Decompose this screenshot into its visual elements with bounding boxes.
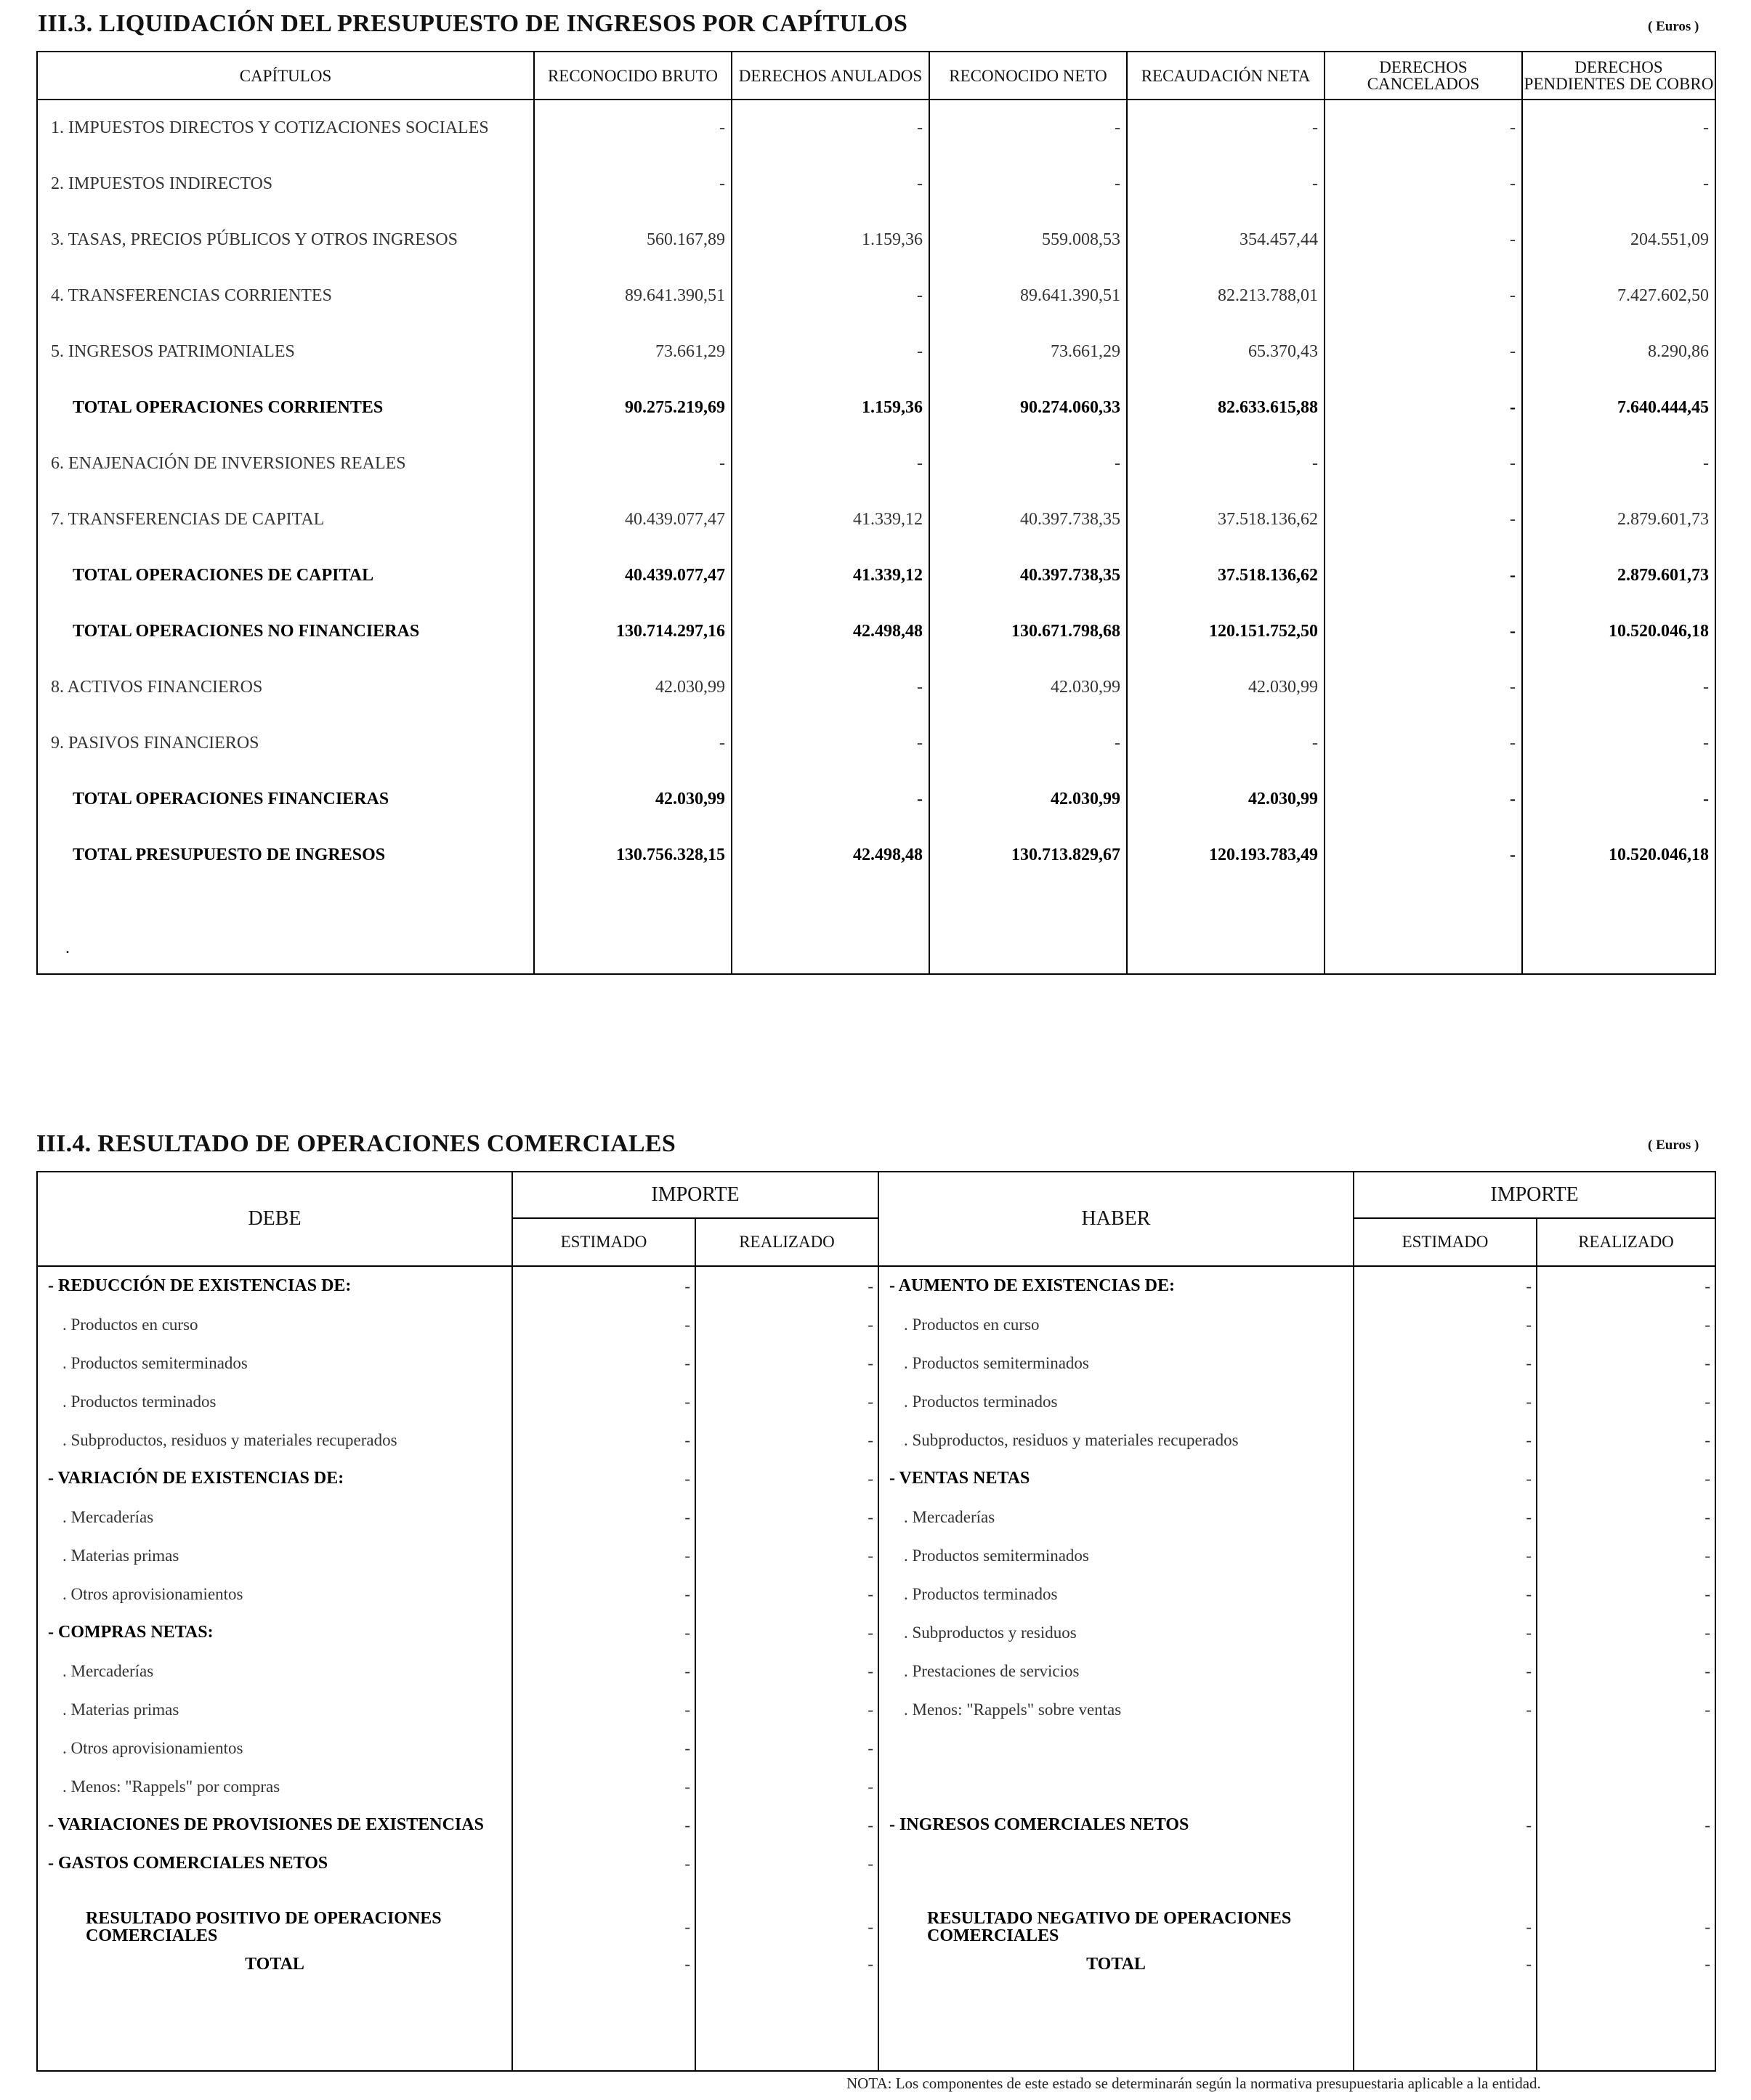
cell-value: - [1325, 492, 1522, 548]
cell-value: - [1325, 268, 1522, 324]
cell-value: - [1127, 715, 1325, 771]
cell-value: - [732, 100, 929, 156]
cell-value: 42.498,48 [732, 604, 929, 660]
debe-label: - REDUCCIÓN DE EXISTENCIAS DE: [37, 1266, 512, 1305]
cell-value: - [1537, 1305, 1715, 1344]
cell-value: 130.713.829,67 [929, 827, 1127, 883]
cell-value: - [1325, 212, 1522, 268]
total-label-left: TOTAL [37, 1950, 512, 1979]
spacer-cell [878, 1883, 1354, 1905]
cell-value: - [695, 1613, 878, 1652]
cell-value: - [929, 100, 1127, 156]
cell-value: - [732, 660, 929, 715]
cell-value: - [695, 1729, 878, 1767]
cell-value: - [1127, 436, 1325, 492]
cell-value: 42.030,99 [1127, 771, 1325, 827]
cell-value: - [534, 156, 732, 212]
cell-value: - [1522, 660, 1715, 715]
cell-value: 354.457,44 [1127, 212, 1325, 268]
row-label: TOTAL OPERACIONES CORRIENTES [37, 380, 534, 436]
row-label: 7. TRANSFERENCIAS DE CAPITAL [37, 492, 534, 548]
cell-value: - [732, 156, 929, 212]
cell-value: - [1537, 1905, 1715, 1950]
table-row [37, 1806, 1715, 1844]
cell-value: - [1354, 1266, 1537, 1305]
filler-cell [732, 883, 929, 974]
section1-units: ( Euros ) [1648, 19, 1699, 34]
table-row [37, 212, 1715, 268]
cell-value: - [1325, 436, 1522, 492]
empty-cell [1354, 1767, 1537, 1806]
cell-value: - [1325, 324, 1522, 380]
cell-value: - [1127, 156, 1325, 212]
cell-value: - [1522, 100, 1715, 156]
cell-value: - [695, 1382, 878, 1421]
cell-value: - [1537, 1652, 1715, 1690]
filler-cell [1325, 883, 1522, 974]
cell-value: - [1325, 660, 1522, 715]
cell-value: 40.397.738,35 [929, 548, 1127, 604]
cell-value: - [695, 1950, 878, 1979]
table-row [37, 1459, 1715, 1498]
table-row [37, 771, 1715, 827]
haber-label: . Productos semiterminados [878, 1344, 1354, 1382]
cell-value: - [512, 1344, 695, 1382]
cell-value: - [1537, 1575, 1715, 1613]
total-label-right: TOTAL [878, 1950, 1354, 1979]
col-recaudacion-neta: RECAUDACIÓN NETA [1127, 52, 1325, 100]
section1-title: III.3. LIQUIDACIÓN DEL PRESUPUESTO DE INGRESOS POR CAPÍTULOS [38, 10, 908, 37]
result-positive-label: RESULTADO POSITIVO DE OPERACIONES COMERCIALES [37, 1905, 512, 1950]
debe-label: . Productos semiterminados [37, 1344, 512, 1382]
cell-value: 7.427.602,50 [1522, 268, 1715, 324]
cell-value: - [1325, 100, 1522, 156]
debe-header: DEBE [37, 1172, 512, 1266]
row-label: 8. ACTIVOS FINANCIEROS [37, 660, 534, 715]
cell-value: - [695, 1767, 878, 1806]
haber-label: - AUMENTO DE EXISTENCIAS DE: [878, 1266, 1354, 1305]
cell-value: 10.520.046,18 [1522, 827, 1715, 883]
cell-value: - [1354, 1652, 1537, 1690]
row-label: TOTAL OPERACIONES DE CAPITAL [37, 548, 534, 604]
cell-value: 41.339,12 [732, 492, 929, 548]
cell-value: - [512, 1305, 695, 1344]
debe-label: . Materias primas [37, 1536, 512, 1575]
cell-value: - [1354, 1536, 1537, 1575]
spacer-cell [1354, 1883, 1537, 1905]
filler-cell [1522, 883, 1715, 974]
debe-label: . Otros aprovisionamientos [37, 1575, 512, 1613]
cell-value: - [512, 1767, 695, 1806]
cell-value: - [1354, 1421, 1537, 1459]
row-label: TOTAL OPERACIONES FINANCIERAS [37, 771, 534, 827]
cell-value: - [512, 1575, 695, 1613]
cell-value: 89.641.390,51 [929, 268, 1127, 324]
cell-value: - [512, 1498, 695, 1536]
filler-cell [695, 1979, 878, 2071]
haber-label: . Prestaciones de servicios [878, 1652, 1354, 1690]
section2-title: III.4. RESULTADO DE OPERACIONES COMERCIALES [36, 1130, 676, 1157]
cell-value: - [1537, 1613, 1715, 1652]
cell-value: - [1537, 1806, 1715, 1844]
cell-value: - [929, 715, 1127, 771]
cell-value: - [512, 1729, 695, 1767]
table-row [37, 268, 1715, 324]
row-label: 5. INGRESOS PATRIMONIALES [37, 324, 534, 380]
haber-label: . Menos: "Rappels" sobre ventas [878, 1690, 1354, 1729]
table-row [37, 604, 1715, 660]
realizado-header-left: REALIZADO [695, 1218, 878, 1266]
cell-value: - [1325, 771, 1522, 827]
debe-label: . Mercaderías [37, 1498, 512, 1536]
cell-value: - [1354, 1690, 1537, 1729]
filler-cell [1537, 1979, 1715, 2071]
cell-value: 1.159,36 [732, 212, 929, 268]
haber-label [878, 1767, 1354, 1806]
cell-value: - [1537, 1498, 1715, 1536]
cell-value: 40.397.738,35 [929, 492, 1127, 548]
cell-value: - [1354, 1613, 1537, 1652]
debe-label: - GASTOS COMERCIALES NETOS [37, 1844, 512, 1883]
haber-label: . Mercaderías [878, 1498, 1354, 1536]
haber-label: . Productos terminados [878, 1382, 1354, 1421]
cell-value: 130.671.798,68 [929, 604, 1127, 660]
table-row [37, 100, 1715, 156]
total-row [37, 1950, 1715, 1979]
cell-value: - [732, 715, 929, 771]
result-negative-label: RESULTADO NEGATIVO DE OPERACIONES COMERCIALES [878, 1905, 1354, 1950]
table-row [37, 1575, 1715, 1613]
table-row [37, 1305, 1715, 1344]
haber-label [878, 1729, 1354, 1767]
filler-cell [37, 883, 534, 974]
cell-value: 2.879.601,73 [1522, 492, 1715, 548]
cell-value: - [732, 324, 929, 380]
section2-units: ( Euros ) [1648, 1138, 1699, 1153]
filler-cell [534, 883, 732, 974]
cell-value: 42.030,99 [534, 660, 732, 715]
haber-label: . Productos terminados [878, 1575, 1354, 1613]
table-row [37, 324, 1715, 380]
haber-label [878, 1844, 1354, 1883]
cell-value: 82.213.788,01 [1127, 268, 1325, 324]
commercial-operations-table [36, 1171, 1716, 2072]
cell-value: 90.274.060,33 [929, 380, 1127, 436]
table-row [37, 1652, 1715, 1690]
cell-value: - [695, 1344, 878, 1382]
col-capitulos: CAPÍTULOS [37, 52, 534, 100]
debe-label: . Mercaderías [37, 1652, 512, 1690]
cell-value: - [732, 771, 929, 827]
cell-value: - [512, 1905, 695, 1950]
col-reconocido-neto: RECONOCIDO NETO [929, 52, 1127, 100]
cell-value: - [1522, 436, 1715, 492]
empty-cell [1354, 1729, 1537, 1767]
cell-value: - [512, 1266, 695, 1305]
row-label: 4. TRANSFERENCIAS CORRIENTES [37, 268, 534, 324]
empty-cell [1537, 1844, 1715, 1883]
realizado-header-right: REALIZADO [1537, 1218, 1715, 1266]
cell-value: 40.439.077,47 [534, 492, 732, 548]
haber-label: . Productos en curso [878, 1305, 1354, 1344]
cell-value: 560.167,89 [534, 212, 732, 268]
table-row [37, 156, 1715, 212]
table-row [37, 1498, 1715, 1536]
cell-value: 42.030,99 [929, 660, 1127, 715]
table-header-row [37, 52, 1715, 100]
debe-label: . Productos terminados [37, 1382, 512, 1421]
table-row [37, 1844, 1715, 1883]
debe-label: - VARIACIONES DE PROVISIONES DE EXISTENCIAS [37, 1806, 512, 1844]
cell-value: 37.518.136,62 [1127, 548, 1325, 604]
estimado-header-right: ESTIMADO [1354, 1218, 1537, 1266]
footnote: NOTA: Los componentes de este estado se determinarán según la normativa presupuestaria aplicable a la entidad. [846, 2075, 1541, 2092]
cell-value: 42.498,48 [732, 827, 929, 883]
empty-cell [1537, 1729, 1715, 1767]
row-label: 2. IMPUESTOS INDIRECTOS [37, 156, 534, 212]
filler-cell [878, 1979, 1354, 2071]
debe-label: . Subproductos, residuos y materiales recuperados [37, 1421, 512, 1459]
col-derechos-pendientes: DERECHOS PENDIENTES DE COBRO [1522, 52, 1715, 100]
table-row [37, 1344, 1715, 1382]
table-row [37, 1690, 1715, 1729]
row-label: 3. TASAS, PRECIOS PÚBLICOS Y OTROS INGRESOS [37, 212, 534, 268]
cell-value: - [512, 1652, 695, 1690]
cell-value: - [1325, 548, 1522, 604]
cell-value: - [695, 1905, 878, 1950]
filler-cell [1127, 883, 1325, 974]
table-row [37, 1266, 1715, 1305]
cell-value: - [695, 1536, 878, 1575]
cell-value: - [732, 436, 929, 492]
cell-value: - [1354, 1950, 1537, 1979]
cell-value: - [512, 1382, 695, 1421]
cell-value: 73.661,29 [929, 324, 1127, 380]
cell-value: - [1325, 380, 1522, 436]
debe-label: - COMPRAS NETAS: [37, 1613, 512, 1652]
cell-value: - [512, 1806, 695, 1844]
debe-label: . Otros aprovisionamientos [37, 1729, 512, 1767]
table-row [37, 436, 1715, 492]
cell-value: - [1354, 1498, 1537, 1536]
cell-value: 65.370,43 [1127, 324, 1325, 380]
haber-header: HABER [878, 1172, 1354, 1266]
table-row [37, 660, 1715, 715]
cell-value: - [1354, 1459, 1537, 1498]
col-reconocido-bruto: RECONOCIDO BRUTO [534, 52, 732, 100]
filler-cell [1354, 1979, 1537, 2071]
table-row [37, 548, 1715, 604]
cell-value: 204.551,09 [1522, 212, 1715, 268]
col-derechos-anulados: DERECHOS ANULADOS [732, 52, 929, 100]
cell-value: 42.030,99 [929, 771, 1127, 827]
cell-value: 120.151.752,50 [1127, 604, 1325, 660]
cell-value: 2.879.601,73 [1522, 548, 1715, 604]
filler-cell [512, 1979, 695, 2071]
cell-value: - [695, 1844, 878, 1883]
cell-value: - [1537, 1459, 1715, 1498]
cell-value: 1.159,36 [732, 380, 929, 436]
cell-value: - [695, 1575, 878, 1613]
cell-value: - [1522, 715, 1715, 771]
table-row [37, 1536, 1715, 1575]
cell-value: - [695, 1266, 878, 1305]
row-label: 6. ENAJENACIÓN DE INVERSIONES REALES [37, 436, 534, 492]
table-row [37, 1729, 1715, 1767]
filler-cell [929, 883, 1127, 974]
spacer-cell [1537, 1883, 1715, 1905]
cell-value: 42.030,99 [534, 771, 732, 827]
cell-value: 42.030,99 [1127, 660, 1325, 715]
income-budget-table [36, 51, 1716, 975]
cell-value: 10.520.046,18 [1522, 604, 1715, 660]
cell-value: - [1537, 1690, 1715, 1729]
cell-value: - [512, 1459, 695, 1498]
table-row [37, 492, 1715, 548]
table-row [37, 1382, 1715, 1421]
haber-label: . Subproductos, residuos y materiales recuperados [878, 1421, 1354, 1459]
cell-value: - [1537, 1266, 1715, 1305]
table-row [37, 380, 1715, 436]
haber-label: - VENTAS NETAS [878, 1459, 1354, 1498]
cell-value: - [512, 1536, 695, 1575]
cell-value: - [534, 436, 732, 492]
spacer-cell [512, 1883, 695, 1905]
table-row [37, 715, 1715, 771]
cell-value: - [929, 436, 1127, 492]
cell-value: - [512, 1421, 695, 1459]
cell-value: - [929, 156, 1127, 212]
cell-value: - [1325, 604, 1522, 660]
row-label: TOTAL OPERACIONES NO FINANCIERAS [37, 604, 534, 660]
haber-label: . Subproductos y residuos [878, 1613, 1354, 1652]
cell-value: - [695, 1421, 878, 1459]
cell-value: - [695, 1806, 878, 1844]
cell-value: - [534, 715, 732, 771]
cell-value: - [695, 1652, 878, 1690]
debe-label: . Productos en curso [37, 1305, 512, 1344]
cell-value: 7.640.444,45 [1522, 380, 1715, 436]
cell-value: - [695, 1498, 878, 1536]
cell-value: 37.518.136,62 [1127, 492, 1325, 548]
cell-value: - [1325, 156, 1522, 212]
cell-value: 73.661,29 [534, 324, 732, 380]
cell-value: - [1127, 100, 1325, 156]
haber-label: - INGRESOS COMERCIALES NETOS [878, 1806, 1354, 1844]
cell-value: - [512, 1844, 695, 1883]
cell-value: 130.714.297,16 [534, 604, 732, 660]
cell-value: - [1537, 1421, 1715, 1459]
cell-value: 89.641.390,51 [534, 268, 732, 324]
stray-dot: . [65, 938, 70, 957]
cell-value: - [1537, 1382, 1715, 1421]
debe-label: . Materias primas [37, 1690, 512, 1729]
col-derechos-cancelados: DERECHOS CANCELADOS [1325, 52, 1522, 100]
cell-value: 82.633.615,88 [1127, 380, 1325, 436]
table-row [37, 1613, 1715, 1652]
cell-value: 41.339,12 [732, 548, 929, 604]
cell-value: - [732, 268, 929, 324]
cell-value: 130.756.328,15 [534, 827, 732, 883]
debe-label: . Menos: "Rappels" por compras [37, 1767, 512, 1806]
estimado-header-left: ESTIMADO [512, 1218, 695, 1266]
cell-value: - [512, 1613, 695, 1652]
cell-value: 559.008,53 [929, 212, 1127, 268]
cell-value: - [1354, 1344, 1537, 1382]
cell-value: - [1354, 1382, 1537, 1421]
cell-value: - [1537, 1950, 1715, 1979]
row-label: TOTAL PRESUPUESTO DE INGRESOS [37, 827, 534, 883]
cell-value: - [1522, 771, 1715, 827]
row-label: 9. PASIVOS FINANCIEROS [37, 715, 534, 771]
cell-value: - [695, 1305, 878, 1344]
empty-cell [1354, 1844, 1537, 1883]
cell-value: - [695, 1690, 878, 1729]
cell-value: - [695, 1459, 878, 1498]
cell-value: 120.193.783,49 [1127, 827, 1325, 883]
table-row [37, 827, 1715, 883]
table-row [37, 1767, 1715, 1806]
cell-value: - [1522, 156, 1715, 212]
debe-label: - VARIACIÓN DE EXISTENCIAS DE: [37, 1459, 512, 1498]
filler-cell [37, 1979, 512, 2071]
cell-value: - [512, 1950, 695, 1979]
cell-value: 90.275.219,69 [534, 380, 732, 436]
cell-value: - [1325, 827, 1522, 883]
spacer-cell [695, 1883, 878, 1905]
cell-value: - [1354, 1575, 1537, 1613]
haber-label: . Productos semiterminados [878, 1536, 1354, 1575]
spacer-cell [37, 1883, 512, 1905]
cell-value: 8.290,86 [1522, 324, 1715, 380]
row-label: 1. IMPUESTOS DIRECTOS Y COTIZACIONES SOCIALES [37, 100, 534, 156]
cell-value: - [1354, 1806, 1537, 1844]
importe-header-left: IMPORTE [512, 1172, 878, 1218]
cell-value: - [1537, 1344, 1715, 1382]
result-row [37, 1905, 1715, 1950]
cell-value: - [1354, 1305, 1537, 1344]
cell-value: 40.439.077,47 [534, 548, 732, 604]
cell-value: - [534, 100, 732, 156]
cell-value: - [512, 1690, 695, 1729]
empty-cell [1537, 1767, 1715, 1806]
table-row [37, 1421, 1715, 1459]
cell-value: - [1354, 1905, 1537, 1950]
cell-value: - [1325, 715, 1522, 771]
importe-header-right: IMPORTE [1354, 1172, 1715, 1218]
cell-value: - [1537, 1536, 1715, 1575]
